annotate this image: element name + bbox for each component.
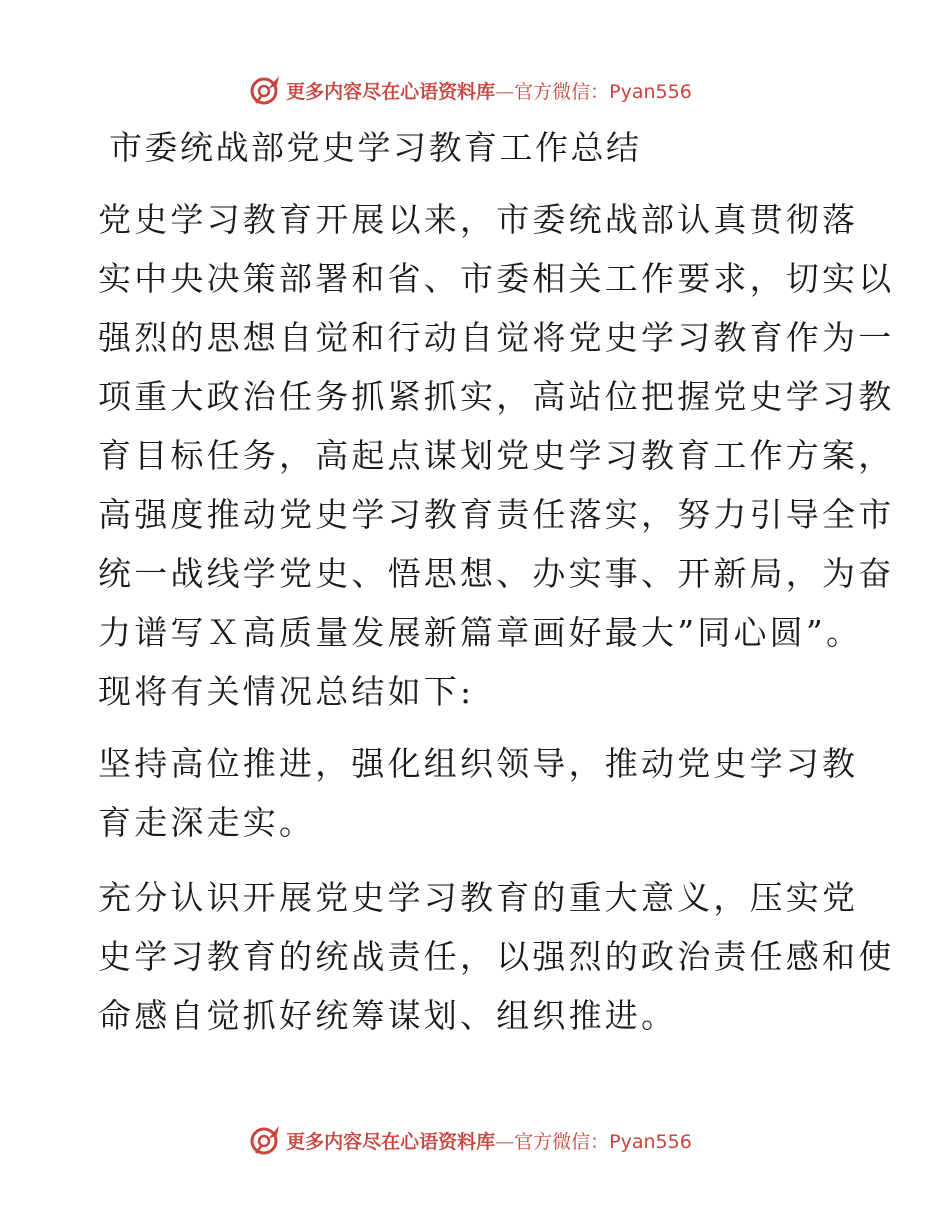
watermark-text: [286, 1127, 692, 1154]
watermark-text: [286, 77, 692, 104]
text-line: 实中央决策部署和省、市委相关工作要求，切实以: [98, 259, 895, 298]
text-line: 强烈的思想自觉和行动自觉将党史学习教育作为一: [98, 318, 895, 357]
quill-logo-icon: [248, 1123, 282, 1157]
text-line: 统一战线学党史、悟思想、办实事、开新局，为奋: [98, 554, 895, 593]
text-line: 项重大政治任务抓紧抓实，高站位把握党史学习教: [98, 377, 895, 416]
text-line: 充分认识开展党史学习教育的重大意义，压实党: [98, 878, 859, 917]
text-line: 史学习教育的统战责任，以强烈的政治责任感和使: [98, 937, 895, 976]
text-line: 坚持高位推进，强化组织领导，推动党史学习教: [98, 744, 859, 783]
quill-logo-icon: [248, 73, 282, 107]
header-watermark: [0, 70, 950, 110]
text-line: 党史学习教育开展以来，市委统战部认真贯彻落: [98, 200, 859, 239]
watermark-dash: —: [495, 1130, 515, 1153]
text-line: 育目标任务，高起点谋划党史学习教育工作方案，: [98, 436, 895, 475]
footer-watermark: [0, 1120, 950, 1160]
watermark-wechat-text: 官方微信：Pyan556: [514, 80, 692, 103]
watermark-main-text: 更多内容尽在心语资料库: [286, 80, 496, 103]
text-line: 高强度推动党史学习教育责任落实，努力引导全市: [98, 495, 895, 534]
text-line: 命感自觉抓好统筹谋划、组织推进。: [98, 996, 678, 1035]
watermark-wechat-text: 官方微信：Pyan556: [514, 1130, 692, 1153]
text-line: 现将有关情况总结如下:: [98, 672, 475, 711]
paragraph-intro: [98, 190, 895, 721]
text-line: 育走深走实。: [98, 803, 316, 842]
paragraph-body: [98, 868, 895, 1045]
watermark-main-text: 更多内容尽在心语资料库: [286, 1130, 496, 1153]
text-line: 力谱写Ｘ高质量发展新篇章画好最大”同心圆”。: [98, 613, 863, 652]
paragraph-section-heading: [98, 734, 858, 852]
watermark-dash: —: [495, 80, 515, 103]
document-title: 市委统战部党史学习教育工作总结: [109, 128, 642, 167]
